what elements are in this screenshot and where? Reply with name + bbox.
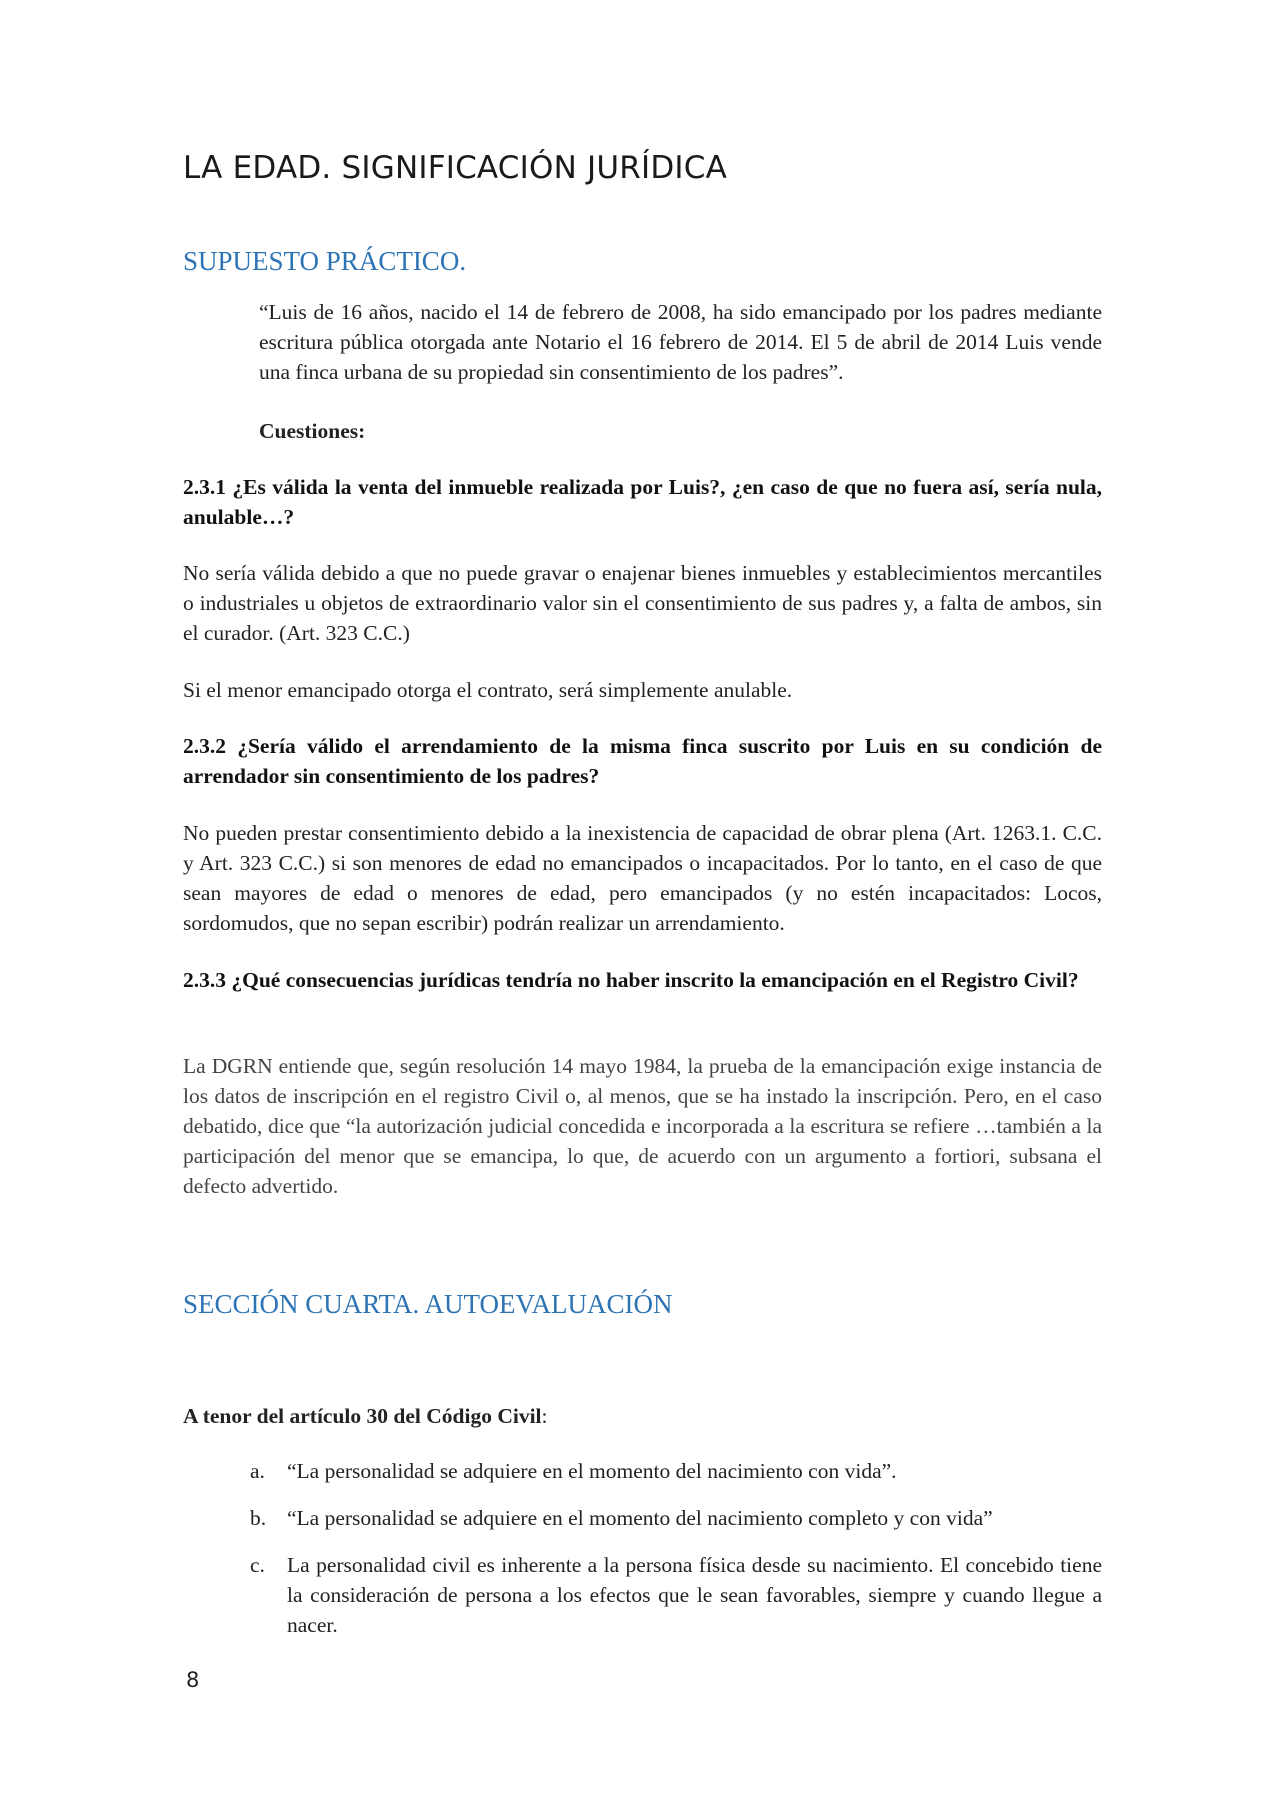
cuestiones-label: Cuestiones: bbox=[259, 419, 366, 443]
option-marker: a. bbox=[250, 1459, 265, 1483]
option-b bbox=[250, 1503, 1102, 1533]
autoeval-intro-suffix: : bbox=[541, 1404, 548, 1428]
page-title: LA EDAD. SIGNIFICACIÓN JURÍDICA bbox=[183, 150, 728, 186]
autoeval-intro-bold: A tenor del artículo 30 del Código Civil bbox=[183, 1404, 542, 1428]
question-2-3-1: 2.3.1 ¿Es válida la venta del inmueble realizada por Luis?, ¿en caso de que no fuera así, sería nula, anulable…? bbox=[183, 475, 1102, 529]
option-text: “La personalidad se adquiere en el momento del nacimiento con vida”. bbox=[287, 1459, 897, 1483]
answer-2-3-1-paragraph-1: No sería válida debido a que no puede gravar o enajenar bienes inmuebles y establecimientos mercantiles o industriales u objetos de extraordinario valor sin el consentimiento de sus padres y, a falta de ambos, sin el curador. (Art. 323 C.C.) bbox=[183, 561, 1102, 645]
option-marker: b. bbox=[250, 1506, 267, 1530]
answer-2-3-3: La DGRN entiende que, según resolución 14 mayo 1984, la prueba de la emancipación exige instancia de los datos de inscripción en el registro Civil o, al menos, que se ha instado la inscripción. Pero, en el caso debatido, dice que “la autorización judicial concedida e incorporada a la escritura se refiere …también a la participación del menor que se emancipa, lo que, de acuerdo con un argumento a fortiori, subsana el defecto advertido. bbox=[183, 1054, 1102, 1198]
option-a bbox=[250, 1456, 1102, 1486]
answer-2-3-1-paragraph-2: Si el menor emancipado otorga el contrato, será simplemente anulable. bbox=[183, 678, 793, 702]
case-quote: “Luis de 16 años, nacido el 14 de febrero de 2008, ha sido emancipado por los padres mediante escritura pública otorgada ante Notario el 16 febrero de 2014. El 5 de abril de 2014 Luis vende una finca urbana de su propiedad sin consentimiento de los padres”. bbox=[259, 300, 1102, 384]
option-marker: c. bbox=[250, 1553, 265, 1577]
page-number: 8 bbox=[186, 1668, 200, 1692]
question-2-3-3: 2.3.3 ¿Qué consecuencias jurídicas tendría no haber inscrito la emancipación en el Registro Civil? bbox=[183, 968, 1079, 992]
option-c bbox=[250, 1550, 1102, 1640]
autoeval-intro bbox=[183, 1401, 548, 1431]
section-heading-practical: SUPUESTO PRÁCTICO. bbox=[183, 246, 467, 276]
answer-2-3-2: No pueden prestar consentimiento debido a la inexistencia de capacidad de obrar plena (Art. 1263.1. C.C. y Art. 323 C.C.) si son menores de edad no emancipados o incapacitados. Por lo tanto, en el caso de que sean mayores de edad o menores de edad, pero emancipados (y no estén incapacitados: Locos, sordomudos, que no sepan escribir) podrán realizar un arrendamiento. bbox=[183, 821, 1102, 935]
question-2-3-2: 2.3.2 ¿Sería válido el arrendamiento de la misma finca suscrito por Luis en su condición de arrendador sin consentimiento de los padres? bbox=[183, 734, 1102, 788]
section-heading-autoevaluacion: SECCIÓN CUARTA. AUTOEVALUACIÓN bbox=[183, 1289, 673, 1319]
option-text: La personalidad civil es inherente a la persona física desde su nacimiento. El concebido tiene la consideración de persona a los efectos que le sean favorables, siempre y cuando llegue a nacer. bbox=[287, 1553, 1102, 1637]
option-text: “La personalidad se adquiere en el momento del nacimiento completo y con vida” bbox=[287, 1506, 993, 1530]
